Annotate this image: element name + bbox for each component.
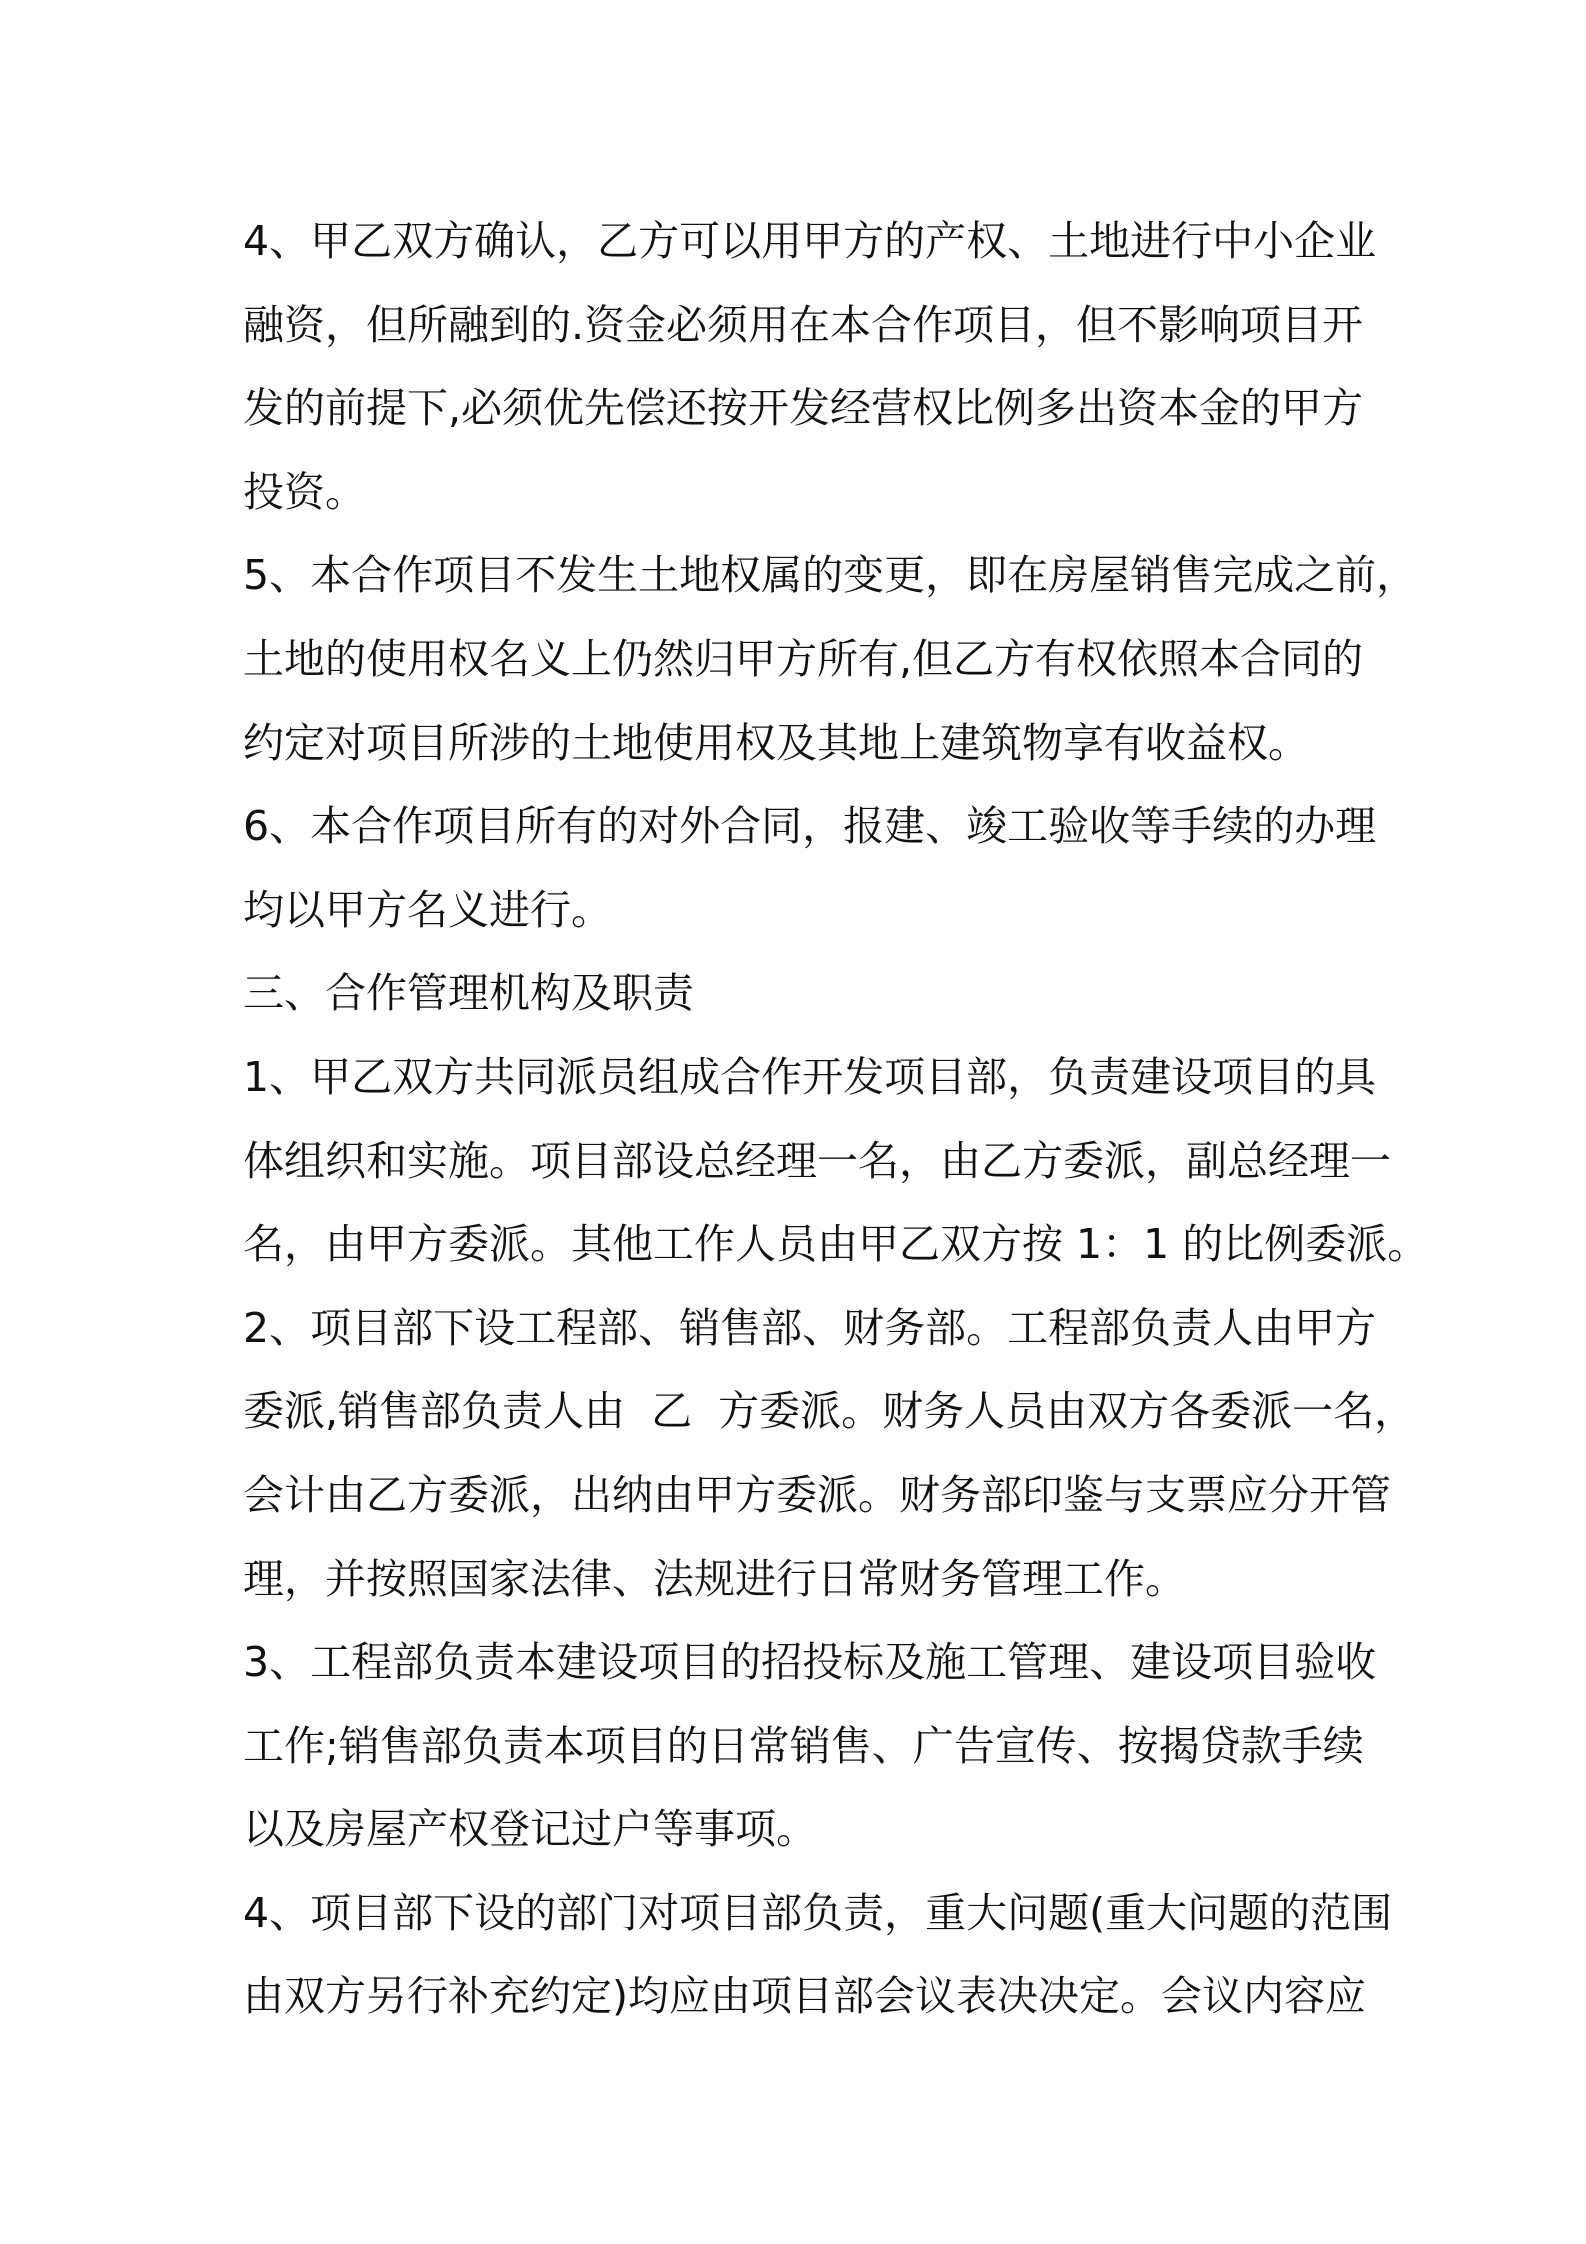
- paragraph-line: 发的前提下,必须优先偿还按开发经营权比例多出资本金的甲方: [243, 384, 1364, 433]
- paragraph-line: 均以甲方名义进行。: [243, 885, 612, 934]
- paragraph-line: 委派,销售部负责人由 乙 方委派。财务人员由双方各委派一名，: [243, 1387, 1416, 1436]
- paragraph-line: 4、项目部下设的部门对项目部负责，重大问题(重大问题的范围: [243, 1888, 1393, 1937]
- paragraph-line: 工作;销售部负责本项目的日常销售、广告宣传、按揭贷款手续: [243, 1721, 1364, 1770]
- paragraph-line: 约定对项目所涉的土地使用权及其地上建筑物享有收益权。: [243, 718, 1309, 767]
- document-body: [243, 200, 1429, 2039]
- paragraph-line: 由双方另行补充约定)均应由项目部会议表决决定。会议内容应: [243, 1972, 1366, 2021]
- section-heading: 三、合作管理机构及职责: [243, 969, 694, 1018]
- paragraph-line: 6、本合作项目所有的对外合同，报建、竣工验收等手续的办理: [243, 802, 1377, 851]
- paragraph-line: 会计由乙方委派，出纳由甲方委派。财务部印鉴与支票应分开管: [243, 1470, 1391, 1519]
- paragraph-line: 1、甲乙双方共同派员组成合作开发项目部，负责建设项目的具: [243, 1052, 1377, 1101]
- paragraph-line: 4、甲乙双方确认，乙方可以用甲方的产权、土地进行中小企业: [243, 217, 1377, 265]
- paragraph-line: 3、工程部负责本建设项目的招投标及施工管理、建设项目验收: [243, 1638, 1377, 1687]
- paragraph-line: 融资，但所融到的.资金必须用在本合作项目，但不影响项目开: [243, 300, 1364, 349]
- paragraph-line: 理，并按照国家法律、法规进行日常财务管理工作。: [243, 1554, 1186, 1603]
- paragraph-line: 5、本合作项目不发生土地权属的变更，即在房屋销售完成之前，: [243, 551, 1418, 600]
- paragraph-line: 2、项目部下设工程部、销售部、财务部。工程部负责人由甲方: [243, 1303, 1377, 1352]
- paragraph-line: 以及房屋产权登记过户等事项。: [243, 1805, 817, 1854]
- paragraph-line: 土地的使用权名义上仍然归甲方所有,但乙方有权依照本合同的: [243, 634, 1364, 683]
- paragraph-line: 名，由甲方委派。其他工作人员由甲乙双方按 1：1 的比例委派。: [243, 1220, 1429, 1269]
- paragraph-line: 投资。: [243, 467, 366, 516]
- paragraph-line: 体组织和实施。项目部设总经理一名，由乙方委派，副总经理一: [243, 1136, 1391, 1185]
